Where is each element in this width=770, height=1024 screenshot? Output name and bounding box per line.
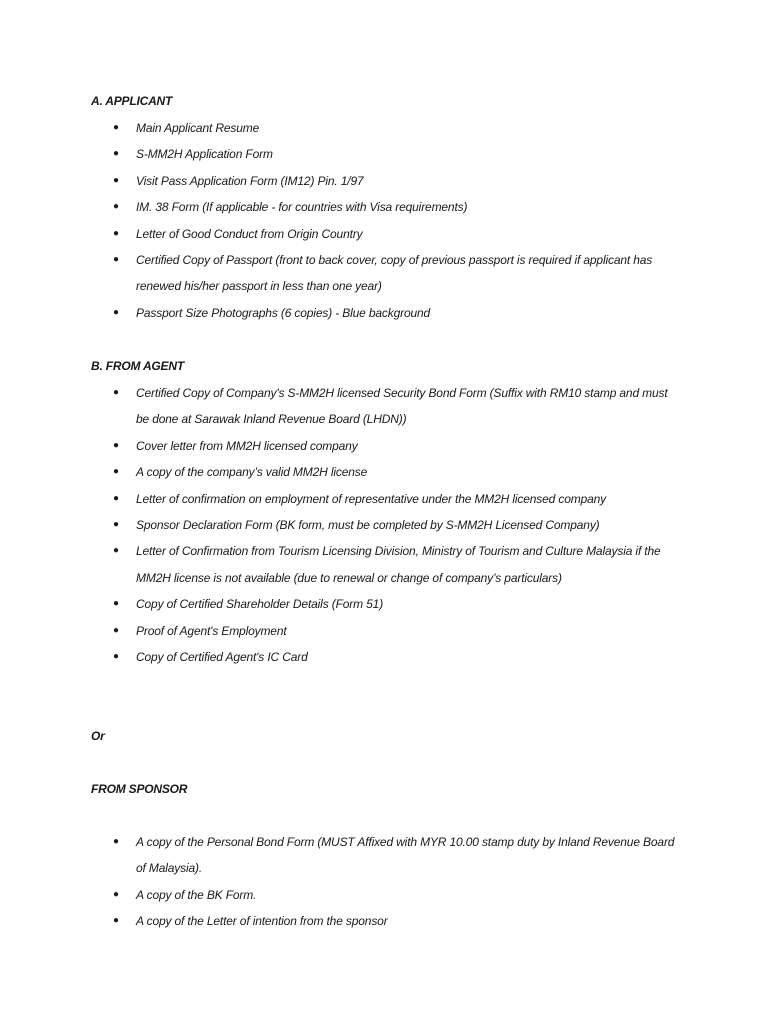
list-item xyxy=(0,459,676,485)
list-item xyxy=(0,486,676,512)
bullet-icon: ● xyxy=(113,254,119,266)
bullet-icon: ● xyxy=(113,624,119,636)
agent-document-list xyxy=(0,380,770,670)
list-item-text: IM. 38 Form (If applicable - for countries with Visa requirements) xyxy=(136,200,468,215)
bullet-icon: ● xyxy=(113,545,119,557)
list-item xyxy=(0,168,676,194)
section-heading-sponsor: FROM SPONSOR xyxy=(91,782,188,796)
list-item xyxy=(0,882,676,908)
bullet-icon: ● xyxy=(113,227,119,239)
list-item-text: Sponsor Declaration Form (BK form, must be completed by S-MM2H Licensed Company) xyxy=(136,518,600,533)
section-heading-agent: B. FROM AGENT xyxy=(91,359,184,373)
list-item-text: Letter of confirmation on employment of representative under the MM2H licensed company xyxy=(136,491,607,506)
list-item xyxy=(0,221,676,247)
list-item xyxy=(0,115,676,141)
list-item-text: A copy of the BK Form. xyxy=(136,887,257,902)
list-item-text: Proof of Agent's Employment xyxy=(136,623,287,638)
sponsor-document-list xyxy=(0,829,770,935)
list-item xyxy=(0,141,676,167)
bullet-icon: ● xyxy=(113,836,119,847)
list-item xyxy=(0,433,676,459)
bullet-icon: ● xyxy=(113,439,119,451)
bullet-icon: ● xyxy=(113,888,119,900)
bullet-icon: ● xyxy=(113,519,119,531)
applicant-document-list xyxy=(0,115,770,326)
list-item-text: Passport Size Photographs (6 copies) - Blue background xyxy=(136,305,431,320)
list-item-text: Certified Copy of Company's S-MM2H licensed Security Bond Form (Suffix with RM10 stamp and must be done at Sarawak Inland Revenue Board (LHDN)) xyxy=(136,386,668,427)
list-item-text: Letter of Good Conduct from Origin Country xyxy=(136,226,363,241)
list-item-text: A copy of the Letter of intention from the sponsor xyxy=(136,914,388,929)
list-item-text: Certified Copy of Passport (front to back cover, copy of previous passport is required if applicant has renewed his/her passport in less than one year) xyxy=(136,253,653,294)
list-item-text: Letter of Confirmation from Tourism Licensing Division, Ministry of Tourism and Culture Malaysia if the MM2H license is not available (due to renewal or change of company’s particulars) xyxy=(136,544,661,585)
list-item xyxy=(0,512,676,538)
bullet-icon: ● xyxy=(113,651,119,663)
section-heading-applicant: A. APPLICANT xyxy=(91,94,173,108)
list-item-text: Main Applicant Resume xyxy=(136,121,260,135)
list-item-text: A copy of the Personal Bond Form (MUST Affixed with MYR 10.00 stamp duty by Inland Revenue Board of Malaysia). xyxy=(136,835,675,876)
bullet-icon: ● xyxy=(113,122,119,133)
list-item xyxy=(0,300,676,326)
list-item xyxy=(0,644,676,670)
list-item-text: S-MM2H Application Form xyxy=(136,147,273,162)
list-item xyxy=(0,829,676,882)
list-item-text: A copy of the company’s valid MM2H license xyxy=(136,465,368,480)
list-item-text: Visit Pass Application Form (IM12) Pin. 1/97 xyxy=(136,173,364,188)
bullet-icon: ● xyxy=(113,174,119,186)
bullet-icon: ● xyxy=(113,466,119,478)
bullet-icon: ● xyxy=(113,148,119,160)
list-item xyxy=(0,908,676,934)
list-item-text: Cover letter from MM2H licensed company xyxy=(136,438,358,453)
bullet-icon: ● xyxy=(113,387,119,398)
bullet-icon: ● xyxy=(113,492,119,504)
list-item xyxy=(0,591,676,617)
list-item xyxy=(0,247,676,300)
list-item xyxy=(0,538,676,591)
or-label: Or xyxy=(91,729,105,743)
list-item xyxy=(0,618,676,644)
list-item-text: Copy of Certified Shareholder Details (Form 51) xyxy=(136,597,384,612)
list-item xyxy=(0,380,676,433)
list-item-text: Copy of Certified Agent's IC Card xyxy=(136,650,308,665)
bullet-icon: ● xyxy=(113,201,119,213)
list-item xyxy=(0,194,676,220)
bullet-icon: ● xyxy=(113,915,119,927)
bullet-icon: ● xyxy=(113,598,119,610)
bullet-icon: ● xyxy=(113,306,119,318)
